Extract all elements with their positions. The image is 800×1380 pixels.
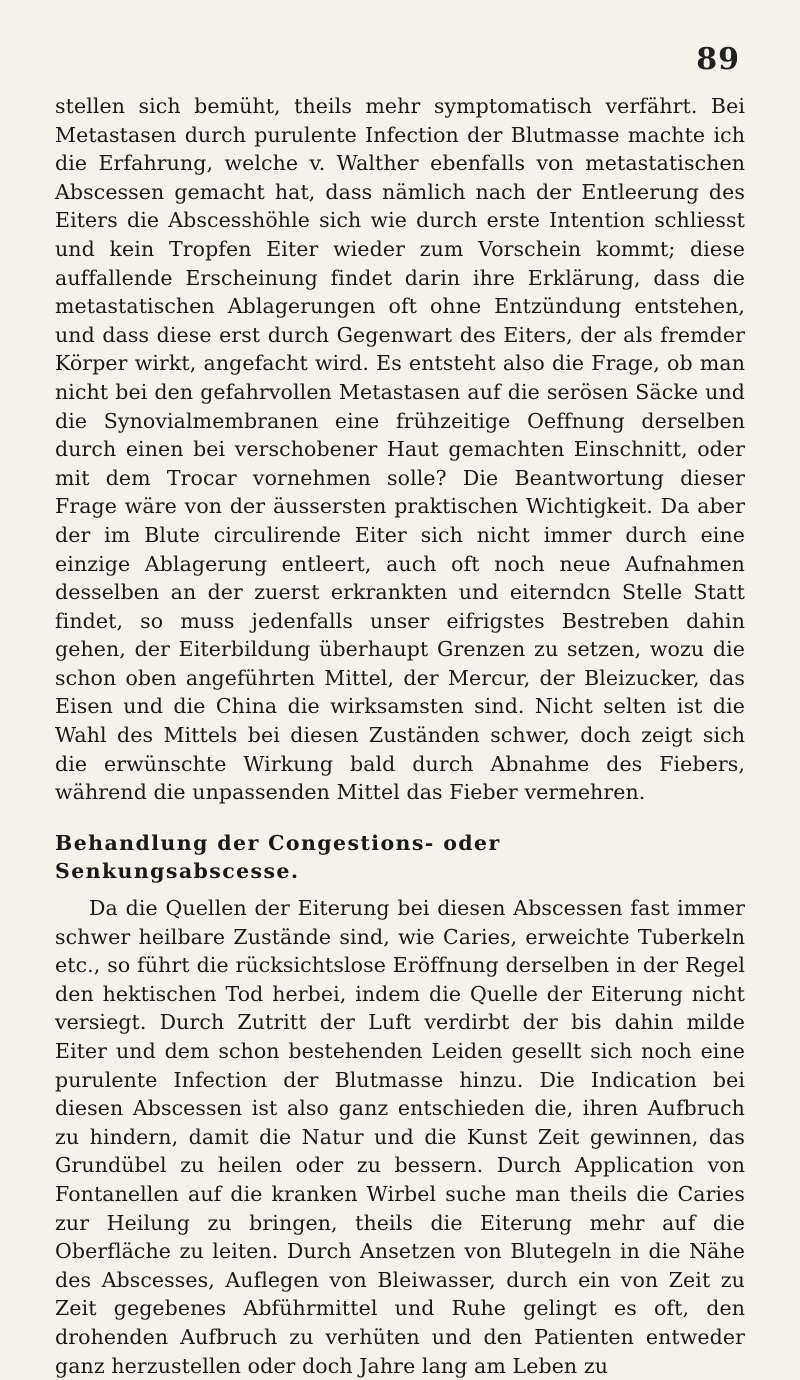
page-number: 89 [696, 42, 740, 77]
body-text [55, 92, 745, 1380]
paragraph-continuation: stellen sich bemüht, theils mehr symptomatisch verfährt. Bei Metastasen durch purulente Infection der Blutmasse machte ich die Erfahrung, welche v. Walther ebenfalls von metastatischen Abscessen gemacht hat, dass nämlich nach der Entleerung des Eiters die Abscesshöhle sich wie durch erste Intention schliesst und kein Tropfen Eiter wieder zum Vorschein kommt; diese auffallende Erscheinung findet darin ihre Erklärung, dass die metastatischen Ablagerungen oft ohne Entzündung entstehen, und dass diese erst durch Gegenwart des Eiters, der als fremder Körper wirkt, angefacht wird. Es entsteht also die Frage, ob man nicht bei den gefahrvollen Metastasen auf die serösen Säcke und die Synovialmembranen eine frühzeitige Oeffnung derselben durch einen bei verschobener Haut gemachten Einschnitt, oder mit dem Trocar vornehmen solle? Die Beantwortung dieser Frage wäre von der äussersten praktischen Wichtigkeit. Da aber der im Blute circulirende Eiter sich nicht immer durch eine einzige Ablagerung entleert, auch oft noch neue Aufnahmen desselben an der zuerst erkrankten und eiterndcn Stelle Statt findet, so muss jedenfalls unser eifrigstes Bestreben dahin gehen, der Eiterbildung überhaupt Grenzen zu setzen, wozu die schon oben angeführten Mittel, der Mercur, der Bleizucker, das Eisen und die China die wirksamsten sind. Nicht selten ist die Wahl des Mittels bei diesen Zuständen schwer, doch zeigt sich die erwünschte Wirkung bald durch Abnahme des Fiebers, während die unpassenden Mittel das Fieber vermehren. [55, 94, 745, 805]
paragraph-treatment: Da die Quellen der Eiterung bei diesen Abscessen fast immer schwer heilbare Zustände sind, wie Caries, erweichte Tuberkeln etc., so führt die rücksichtslose Eröffnung derselben in der Regel den hektischen Tod herbei, indem die Quelle der Eiterung nicht versiegt. Durch Zutritt der Luft verdirbt der bis dahin milde Eiter und dem schon bestehenden Leiden gesellt sich noch eine purulente Infection der Blutmasse hinzu. Die Indication bei diesen Abscessen ist also ganz entschieden die, ihren Aufbruch zu hindern, damit die Natur und die Kunst Zeit gewinnen, das Grundübel zu heilen oder zu bessern. Durch Application von Fontanellen auf die kranken Wirbel suche man theils die Caries zur Heilung zu bringen, theils die Eiterung mehr auf die Oberfläche zu leiten. Durch Ansetzen von Blutegeln in die Nähe des Abscesses, Auflegen von Bleiwasser, durch ein von Zeit zu Zeit gegebenes Abführmittel und Ruhe gelingt es oft, den drohenden Aufbruch zu verhüten und den Patienten entweder ganz herzustellen oder doch Jahre lang am Leben zu [55, 896, 745, 1378]
section-heading: Behandlung der Congestions- oder Senkungsabscesse. [55, 830, 501, 884]
